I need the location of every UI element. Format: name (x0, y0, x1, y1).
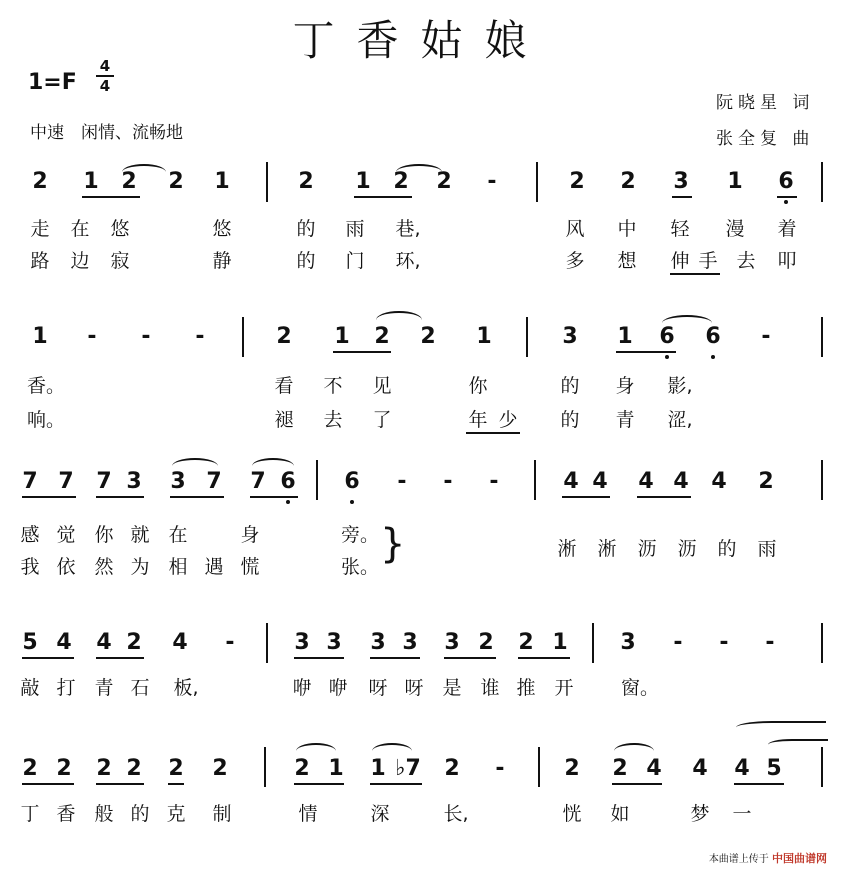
lyric: 的 (296, 250, 316, 272)
octave-dot (286, 500, 290, 504)
octave-dot (350, 500, 354, 504)
underline (333, 351, 391, 353)
note: - (495, 756, 505, 781)
lyric: 看 (274, 375, 294, 397)
note: ♭7 (395, 756, 421, 781)
lyric: 悠 (110, 218, 130, 240)
lyric: 板, (173, 677, 199, 699)
slur (296, 743, 336, 759)
note: - (443, 469, 453, 494)
lyric: 的 (130, 803, 150, 825)
lyric: 觉 (56, 524, 76, 546)
note: 7 (22, 469, 38, 494)
time-signature-bottom: 4 (99, 77, 111, 95)
note: 1 (476, 324, 492, 349)
note: 1 (552, 630, 568, 655)
lyric: 恍 (562, 803, 582, 825)
barline (592, 623, 594, 663)
underline (82, 196, 140, 198)
barline (534, 460, 536, 500)
barline (316, 460, 318, 500)
note: 6 (778, 169, 794, 194)
underline (370, 657, 420, 659)
lyric: 情 (298, 803, 318, 825)
slur (122, 164, 166, 180)
underline (250, 496, 298, 498)
lyric: 手 (698, 250, 718, 272)
note: 4 (711, 469, 727, 494)
lyric: 石 (130, 677, 150, 699)
note: - (225, 630, 235, 655)
note: 3 (402, 630, 418, 655)
barline (266, 162, 268, 202)
note: 6 (705, 324, 721, 349)
note: - (719, 630, 729, 655)
underline (562, 496, 610, 498)
slur (372, 743, 412, 759)
lyric: 遇 (204, 556, 224, 578)
note: 2 (126, 756, 142, 781)
lyric: 香 (56, 803, 76, 825)
note: 2 (121, 169, 137, 194)
underline (168, 783, 184, 785)
lyric: 如 (610, 803, 630, 825)
underline (444, 657, 496, 659)
lyric: 褪 (274, 409, 294, 431)
note: 2 (564, 756, 580, 781)
lyric: 路 (30, 250, 50, 272)
note: 2 (56, 756, 72, 781)
lyric: 身 (240, 524, 260, 546)
lyric: 伸 (670, 250, 690, 272)
lyric: 克 (166, 803, 186, 825)
note: 3 (126, 469, 142, 494)
note: 4 (734, 756, 750, 781)
note: 2 (22, 756, 38, 781)
lyric: 呀 (368, 677, 388, 699)
octave-dot (711, 355, 715, 359)
lyric: 中 (617, 218, 637, 240)
underline (370, 783, 422, 785)
note: 1 (355, 169, 371, 194)
lyric: 般 (94, 803, 114, 825)
barline (264, 747, 266, 787)
note: 3 (294, 630, 310, 655)
lyric: 想 (617, 250, 637, 272)
lyric: 的 (560, 375, 580, 397)
note: 3 (620, 630, 636, 655)
lyric: 然 (94, 556, 114, 578)
lyric: 的 (717, 538, 737, 560)
lyric: 依 (56, 556, 76, 578)
note: 4 (592, 469, 608, 494)
note: 2 (758, 469, 774, 494)
barline (538, 747, 540, 787)
lyric: 涩, (667, 409, 693, 431)
lyric: 不 (323, 375, 343, 397)
note: - (141, 324, 151, 349)
note: - (765, 630, 775, 655)
note: 7 (96, 469, 112, 494)
lyric: 沥 (677, 538, 697, 560)
lyric: 为 (130, 556, 150, 578)
lyric: 见 (372, 375, 392, 397)
lyric: 丁 (20, 803, 40, 825)
note: 2 (168, 756, 184, 781)
lyric: 窗。 (620, 677, 660, 699)
lyric: 的 (296, 218, 316, 240)
lyric: 在 (70, 218, 90, 240)
lyric: 呀 (404, 677, 424, 699)
note: 5 (766, 756, 782, 781)
note: 3 (326, 630, 342, 655)
barline (266, 623, 268, 663)
note: 2 (32, 169, 48, 194)
note: - (761, 324, 771, 349)
barline (821, 747, 823, 787)
lyricist-credit: 阮晓星 词 (716, 93, 815, 113)
lyric: 的 (560, 409, 580, 431)
note: 6 (280, 469, 296, 494)
note: 2 (518, 630, 534, 655)
note: 7 (58, 469, 74, 494)
lyric: 悠 (212, 218, 232, 240)
barline (526, 317, 528, 357)
lyric: 漫 (725, 218, 745, 240)
note: 1 (334, 324, 350, 349)
note: - (87, 324, 97, 349)
note: 6 (344, 469, 360, 494)
underline (96, 496, 144, 498)
lyric: 环, (395, 250, 421, 272)
note: 1 (214, 169, 230, 194)
lyric: 一 (732, 803, 752, 825)
barline (536, 162, 538, 202)
lyric: 年 (468, 409, 488, 431)
lyric: 推 (516, 677, 536, 699)
barline (242, 317, 244, 357)
composer-credit: 张全复 曲 (716, 129, 815, 149)
underline (616, 351, 676, 353)
note: 3 (444, 630, 460, 655)
lyric: 感 (20, 524, 40, 546)
note: 1 (328, 756, 344, 781)
lyric: 咿 (292, 677, 312, 699)
note: - (195, 324, 205, 349)
lyric-underline (466, 432, 520, 434)
note: 1 (727, 169, 743, 194)
note: - (673, 630, 683, 655)
underline (22, 783, 74, 785)
lyric: 谁 (480, 677, 500, 699)
underline (22, 496, 76, 498)
lyric: 风 (565, 218, 585, 240)
note: 1 (617, 324, 633, 349)
note: 4 (692, 756, 708, 781)
lyric: 少 (498, 409, 518, 431)
lyric: 开 (554, 677, 574, 699)
lyric: 你 (94, 524, 114, 546)
underline (672, 196, 692, 198)
slur (662, 315, 712, 331)
lyric: 就 (130, 524, 150, 546)
lyric: 旁。 (340, 524, 380, 546)
underline (518, 657, 570, 659)
lyric: 是 (442, 677, 462, 699)
slur (614, 743, 654, 759)
lyric: 边 (70, 250, 90, 272)
octave-dot (784, 200, 788, 204)
note: 2 (444, 756, 460, 781)
footer-text: 本曲谱上传于 (708, 854, 769, 865)
note: 4 (56, 630, 72, 655)
note: 2 (436, 169, 452, 194)
note: 2 (569, 169, 585, 194)
note: 6 (659, 324, 675, 349)
brace-icon: } (380, 521, 406, 567)
note: 4 (673, 469, 689, 494)
lyric: 轻 (670, 218, 690, 240)
barline (821, 460, 823, 500)
barline (821, 317, 823, 357)
note: 4 (172, 630, 188, 655)
underline (777, 196, 797, 198)
note: 2 (374, 324, 390, 349)
lyric: 你 (468, 375, 488, 397)
slur (376, 311, 422, 329)
note: 2 (126, 630, 142, 655)
lyric: 在 (168, 524, 188, 546)
lyric: 我 (20, 556, 40, 578)
underline (96, 783, 144, 785)
note: 2 (212, 756, 228, 781)
lyric: 咿 (328, 677, 348, 699)
note: 3 (562, 324, 578, 349)
lyric: 长, (443, 803, 469, 825)
lyric-underline (670, 273, 720, 275)
lyric: 慌 (240, 556, 260, 578)
note: 2 (420, 324, 436, 349)
underline (294, 657, 344, 659)
upload-credit (709, 850, 827, 866)
lyric: 静 (212, 250, 232, 272)
note: 4 (96, 630, 112, 655)
barline (821, 162, 823, 202)
lyric: 叩 (777, 250, 797, 272)
underline (637, 496, 691, 498)
note: 2 (276, 324, 292, 349)
note: 4 (563, 469, 579, 494)
lyric: 门 (345, 250, 365, 272)
note: 2 (298, 169, 314, 194)
slur (396, 164, 442, 180)
lyric: 去 (323, 409, 343, 431)
time-signature (96, 58, 114, 94)
lyric: 雨 (757, 538, 777, 560)
site-logo[interactable]: 中国曲谱网 (772, 852, 827, 865)
lyric: 张。 (340, 556, 380, 578)
underline (170, 496, 224, 498)
octave-dot (665, 355, 669, 359)
note: 3 (170, 469, 186, 494)
lyric: 响。 (26, 409, 66, 431)
note: 3 (370, 630, 386, 655)
lyric: 打 (56, 677, 76, 699)
song-title: 丁香姑娘 (292, 16, 549, 65)
lyric: 了 (372, 409, 392, 431)
lyric: 身 (615, 375, 635, 397)
lyric: 梦 (690, 803, 710, 825)
note: 2 (612, 756, 628, 781)
lyric: 去 (736, 250, 756, 272)
note: 2 (96, 756, 112, 781)
note: 2 (168, 169, 184, 194)
note: 5 (22, 630, 38, 655)
lyric: 雨 (345, 218, 365, 240)
time-signature-top: 4 (99, 57, 111, 75)
tempo-marking: 中速 闲情、流畅地 (30, 123, 183, 143)
slur (172, 458, 218, 474)
lyric: 敲 (20, 677, 40, 699)
lyric: 香。 (26, 375, 66, 397)
note: 4 (646, 756, 662, 781)
underline (612, 783, 662, 785)
note: 1 (370, 756, 386, 781)
note: - (397, 469, 407, 494)
underline (734, 783, 784, 785)
slur (252, 458, 294, 474)
note: 2 (620, 169, 636, 194)
lyric: 影, (667, 375, 693, 397)
lyric: 沥 (637, 538, 657, 560)
underline (294, 783, 344, 785)
underline (96, 657, 144, 659)
note: 1 (83, 169, 99, 194)
lyric: 巷, (395, 218, 421, 240)
lyric: 走 (30, 218, 50, 240)
barline (821, 623, 823, 663)
note: 7 (250, 469, 266, 494)
lyric: 青 (615, 409, 635, 431)
note: 2 (294, 756, 310, 781)
lyric: 淅 (597, 538, 617, 560)
note: - (487, 169, 497, 194)
lyric: 多 (565, 250, 585, 272)
slur (736, 721, 826, 737)
lyric: 深 (370, 803, 390, 825)
lyric: 寂 (110, 250, 130, 272)
lyric: 青 (94, 677, 114, 699)
slur (768, 739, 828, 753)
key-signature: 1=F (28, 70, 77, 95)
note: 1 (32, 324, 48, 349)
underline (354, 196, 412, 198)
note: 2 (478, 630, 494, 655)
underline (22, 657, 74, 659)
note: 3 (673, 169, 689, 194)
lyric: 着 (777, 218, 797, 240)
lyric: 淅 (557, 538, 577, 560)
lyric: 制 (212, 803, 232, 825)
note: 7 (206, 469, 222, 494)
lyric: 相 (168, 556, 188, 578)
note: 4 (638, 469, 654, 494)
note: 2 (393, 169, 409, 194)
note: - (489, 469, 499, 494)
